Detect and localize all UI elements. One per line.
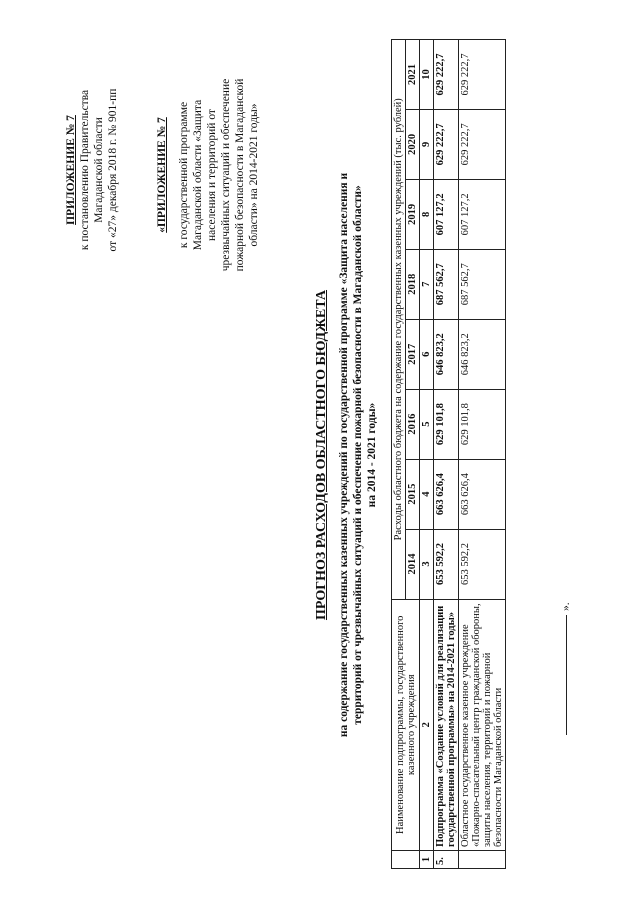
year-cell: 2015 (406, 459, 420, 529)
appendix-title: ПРИЛОЖЕНИЕ № 7 (65, 115, 77, 225)
decree-line: от «27» декабря 2018 г. № 901-пп (107, 88, 119, 252)
row-number-cell: 5. (434, 851, 459, 869)
end-mark-text: ». (560, 602, 572, 611)
column-number-cell: 2 (420, 599, 434, 851)
table-header-cell: Наименование подпрограммы, государственного казенного учреждения (392, 599, 420, 851)
program-line: области» на 2014-2021 годы» (248, 103, 260, 247)
program-line: Магаданской области «Защита (192, 99, 204, 251)
column-number-cell: 10 (420, 40, 434, 110)
row-name-cell: Подпрограмма «Создание условий для реализации государственной программы» на 2014-2021 годы» (434, 599, 459, 851)
value-cell: 653 592,2 (434, 529, 459, 599)
value-cell: 629 222,7 (434, 109, 459, 179)
decree-line: Магаданской области (93, 117, 105, 223)
value-cell: 646 823,2 (434, 319, 459, 389)
value-cell: 607 127,2 (459, 179, 506, 249)
year-cell: 2019 (406, 179, 420, 249)
decree-line: к постановлению Правительства (79, 89, 91, 251)
year-cell: 2018 (406, 249, 420, 319)
table-row (459, 40, 506, 869)
program-line: чрезвычайных ситуаций и обеспечение (220, 78, 232, 272)
appendix-title-2: «ПРИЛОЖЕНИЕ № 7 (156, 117, 168, 233)
value-cell: 629 222,7 (459, 109, 506, 179)
column-number-cell: 9 (420, 109, 434, 179)
year-cell: 2014 (406, 529, 420, 599)
value-cell: 687 562,7 (459, 249, 506, 319)
document-subtitle (337, 65, 379, 845)
program-header (155, 40, 261, 310)
value-cell: 629 101,8 (459, 389, 506, 459)
subtitle-line: на 2014 - 2021 годы» (366, 402, 378, 508)
column-number-cell: 8 (420, 179, 434, 249)
end-line (566, 615, 567, 735)
value-cell: 646 823,2 (459, 319, 506, 389)
column-number-cell: 6 (420, 319, 434, 389)
table-row (434, 40, 459, 869)
column-number-row (420, 40, 434, 869)
program-line: пожарной безопасности в Магаданской (234, 78, 246, 272)
table-header-row (392, 40, 406, 869)
column-number-cell: 5 (420, 389, 434, 459)
column-number-cell: 3 (420, 529, 434, 599)
table-header-cell: Расходы областного бюджета на содержание государственных казенных учреждений (тыс. рублей) (392, 40, 406, 600)
program-line: к государственной программе (178, 101, 190, 249)
subtitle-line: на содержание государственных казенных учреждений по государственной программе «Защита населения и (338, 172, 350, 738)
year-cell: 2021 (406, 40, 420, 110)
value-cell: 629 101,8 (434, 389, 459, 459)
row-name-cell: Областное государственное казенное учреждение «Пожарно-спасательный центр гражданской обороны, защиты населения, территорий и пожарной безопасности Магаданской области (459, 599, 506, 851)
value-cell: 687 562,7 (434, 249, 459, 319)
value-cell: 607 127,2 (434, 179, 459, 249)
document-title: ПРОГНОЗ РАСХОДОВ ОБЛАСТНОГО БЮДЖЕТА (314, 289, 329, 621)
value-cell: 629 222,7 (434, 40, 459, 110)
value-cell: 629 222,7 (459, 40, 506, 110)
end-mark (560, 602, 572, 735)
value-cell: 663 626,4 (459, 459, 506, 529)
year-cell: 2017 (406, 319, 420, 389)
program-line: населения и территорий от (206, 109, 218, 241)
decree-header (64, 45, 120, 295)
row-number-cell (459, 851, 506, 869)
column-number-cell: 1 (420, 851, 434, 869)
column-number-cell: 4 (420, 459, 434, 529)
value-cell: 653 592,2 (459, 529, 506, 599)
budget-table (391, 39, 506, 869)
table-header-cell (392, 851, 420, 869)
year-cell: 2020 (406, 109, 420, 179)
value-cell: 663 626,4 (434, 459, 459, 529)
year-cell: 2016 (406, 389, 420, 459)
column-number-cell: 7 (420, 249, 434, 319)
subtitle-line: территорий от чрезвычайных ситуаций и обеспечение пожарной безопасности в Магаданской области» (352, 185, 364, 725)
